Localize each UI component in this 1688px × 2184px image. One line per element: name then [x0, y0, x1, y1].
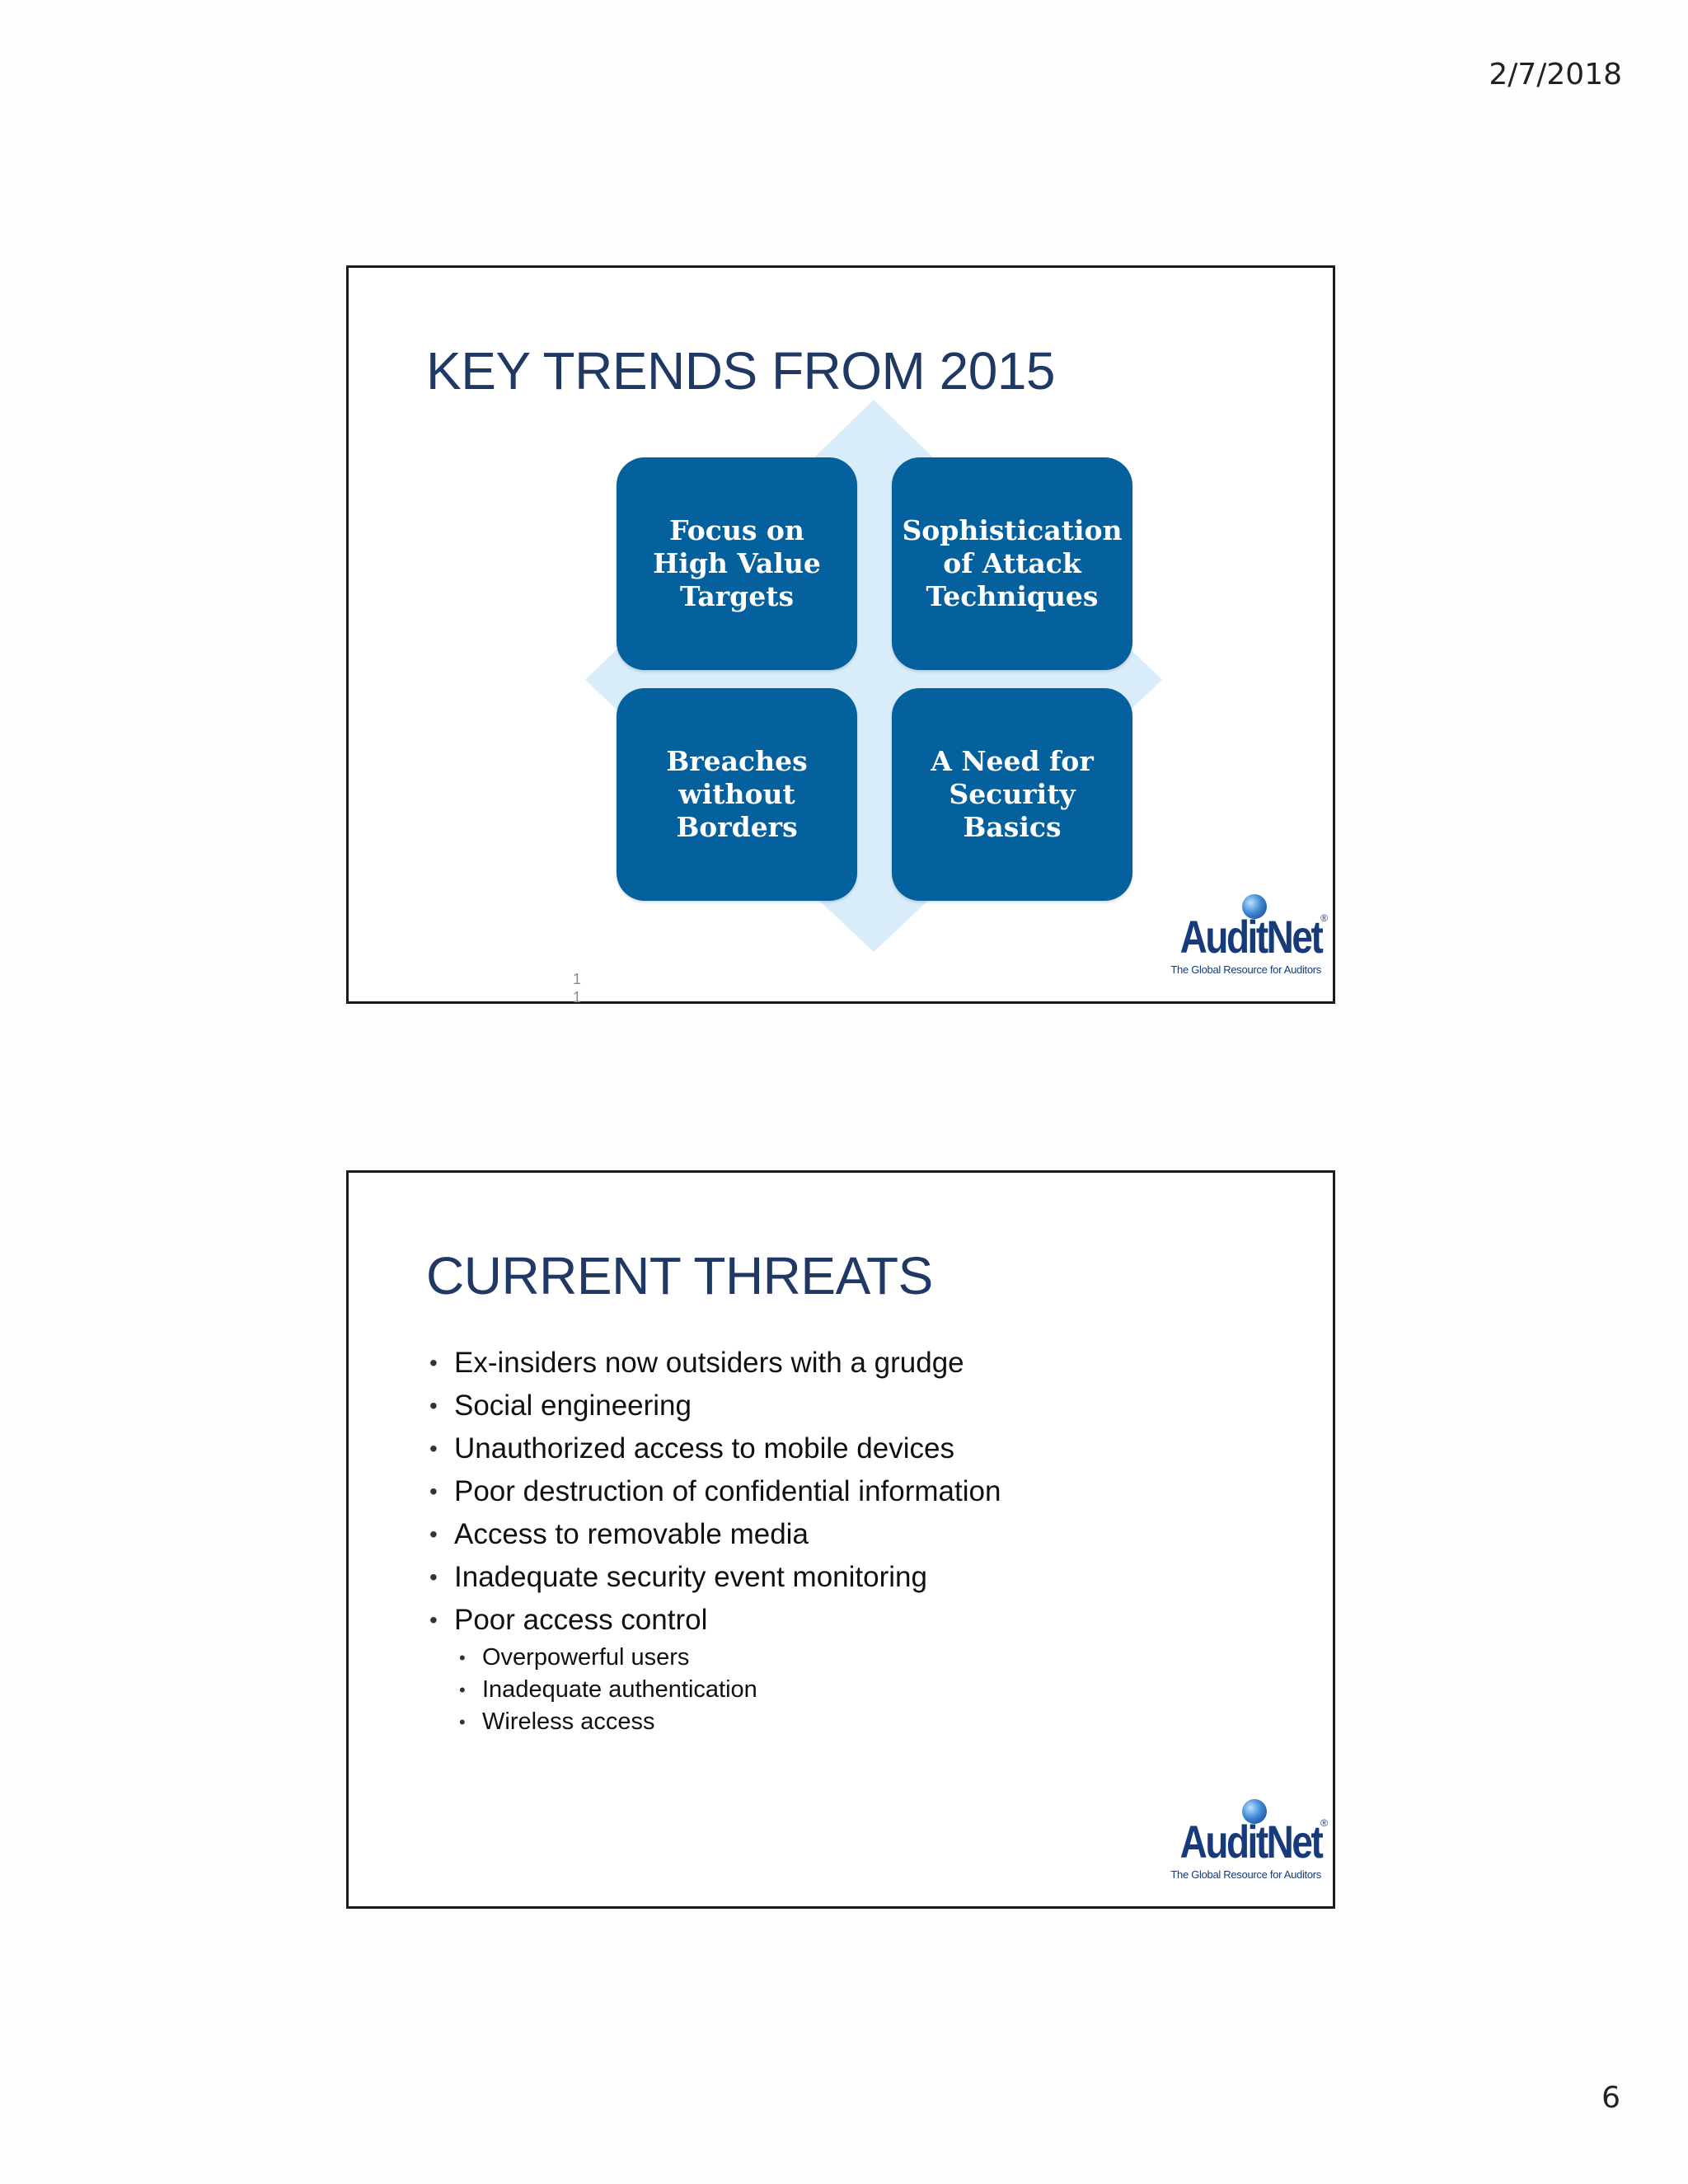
list-item: • Unauthorized access to mobile devices [426, 1427, 1001, 1470]
logo-tagline: The Global Resource for Auditors [1170, 963, 1321, 976]
sub-list-item: • Inadequate authentication [454, 1674, 1001, 1706]
access-control-sub-list [454, 1642, 1001, 1738]
threat-list [426, 1342, 1001, 1738]
trend-tile-security-basics: A Need for Security Basics [892, 688, 1132, 901]
list-item: • Inadequate security event monitoring [426, 1556, 1001, 1599]
list-item: • Social engineering [426, 1385, 1001, 1427]
logo-wordmark: AuditNet [1179, 1816, 1321, 1868]
slide-number: 11 [573, 971, 582, 1005]
logo-tagline: The Global Resource for Auditors [1170, 1868, 1321, 1881]
sub-list-item: • Wireless access [454, 1706, 1001, 1738]
list-item: • Poor destruction of confidential information [426, 1470, 1001, 1513]
auditnet-logo [1170, 1799, 1328, 1882]
page-number: 6 [1601, 2081, 1620, 2115]
list-item: • Poor access control [426, 1599, 1001, 1642]
list-item: • Access to removable media [426, 1513, 1001, 1556]
trend-tile-attack-sophistication: Sophistication of Attack Techniques [892, 457, 1132, 670]
slide-current-threats [346, 1170, 1335, 1909]
auditnet-logo [1170, 894, 1328, 977]
sub-list-container [426, 1642, 1001, 1738]
registered-mark: ® [1320, 1817, 1328, 1829]
logo-wordmark: AuditNet [1179, 911, 1321, 963]
slide-key-trends [346, 265, 1335, 1004]
page-date: 2/7/2018 [1489, 58, 1622, 91]
sub-list-item: • Overpowerful users [454, 1642, 1001, 1674]
trend-tile-breaches-without-borders: Breaches without Borders [617, 688, 857, 901]
registered-mark: ® [1320, 912, 1328, 924]
list-item: • Ex-insiders now outsiders with a grudge [426, 1342, 1001, 1385]
slide-title: KEY TRENDS FROM 2015 [426, 341, 1055, 401]
slide-title: CURRENT THREATS [426, 1246, 933, 1305]
trend-tile-high-value-targets: Focus on High Value Targets [617, 457, 857, 670]
